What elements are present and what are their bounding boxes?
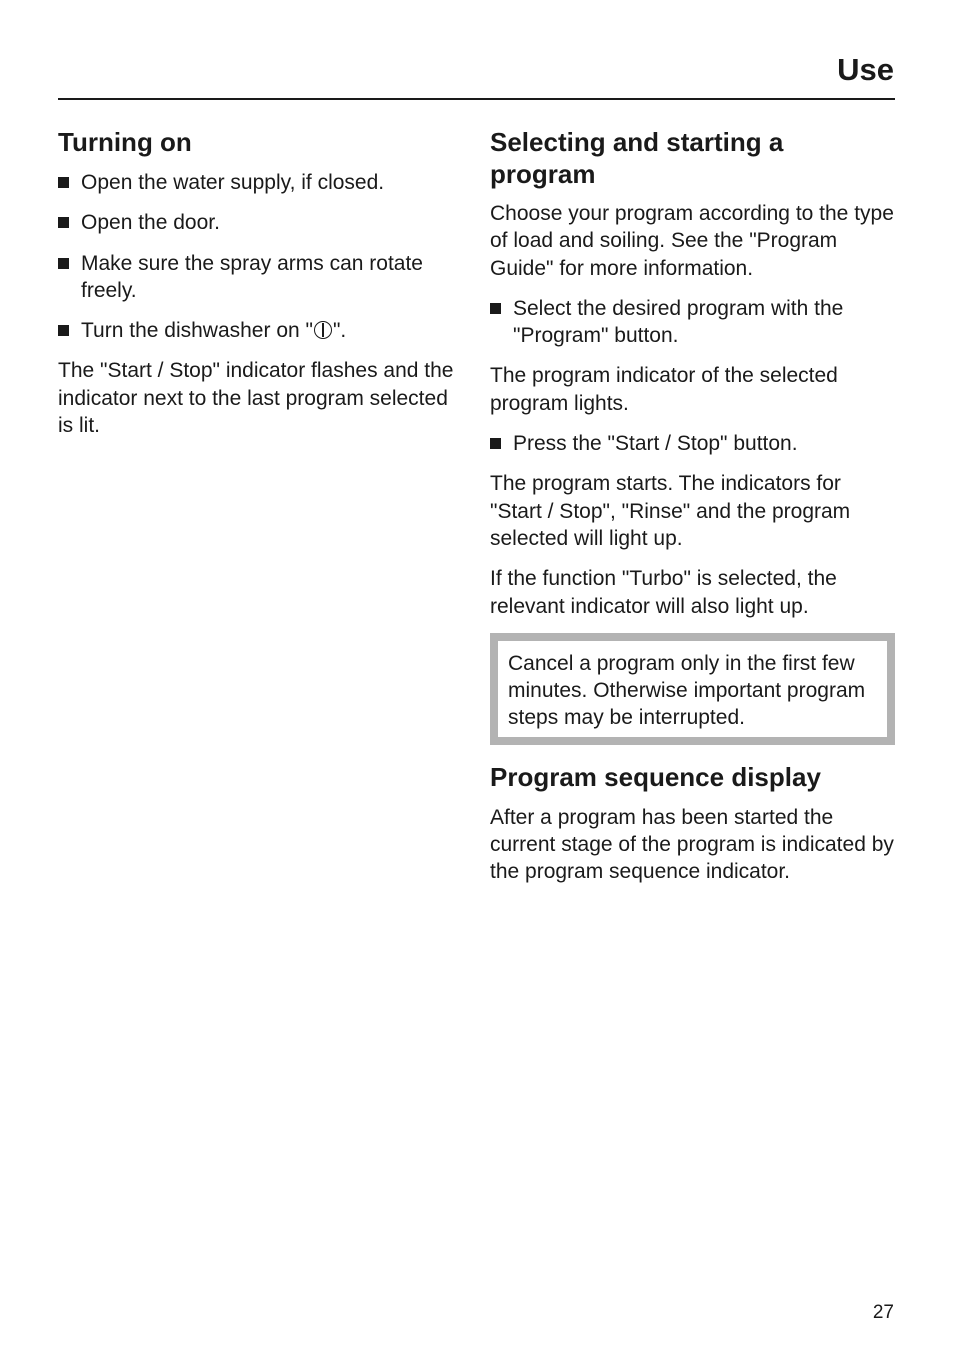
step-text-before-icon: Turn the dishwasher on " — [81, 319, 313, 343]
section-title: Use — [837, 52, 894, 87]
square-bullet-icon — [58, 177, 69, 188]
selecting-intro: Choose your program according to the type of load and soiling. See the "Program Guide" for more information. — [490, 202, 894, 280]
selecting-result-2: The program starts. The indicators for "Start / Stop", "Rinse" and the program selected will light up. — [490, 472, 851, 550]
turning-on-heading: Turning on — [58, 127, 192, 157]
header-divider — [58, 98, 895, 100]
list-item — [58, 317, 458, 344]
step-text: Make sure the spray arms can rotate freely. — [81, 251, 423, 302]
selecting-heading: Selecting and starting a program — [490, 127, 784, 189]
turning-on-steps — [58, 169, 458, 344]
square-bullet-icon — [58, 325, 69, 336]
square-bullet-icon — [490, 438, 501, 449]
step-text: Open the door. — [81, 211, 220, 235]
page-number: 27 — [872, 1302, 894, 1323]
square-bullet-icon — [58, 217, 69, 228]
turning-on-result: The "Start / Stop" indicator flashes and the indicator next to the last program selected is lit. — [58, 359, 454, 438]
list-item — [58, 209, 458, 236]
step-text: Select the desired program with the "Program" button. — [513, 296, 844, 348]
right-column — [490, 126, 895, 899]
step-text: Open the water supply, if closed. — [81, 171, 385, 194]
step-text: Press the "Start / Stop" button. — [513, 432, 798, 456]
power-on-icon — [314, 321, 332, 339]
selecting-step-1-list — [490, 295, 895, 350]
list-item — [58, 250, 458, 305]
sequence-display-text: After a program has been started the current stage of the program is indicated by the program sequence indicator. — [490, 805, 894, 884]
warning-text: Cancel a program only in the first few minutes. Otherwise important program steps may be interrupted. — [508, 651, 866, 730]
selecting-result-1: The program indicator of the selected program lights. — [490, 364, 838, 415]
left-column — [58, 126, 458, 452]
sequence-display-heading: Program sequence display — [490, 761, 821, 792]
list-item — [490, 295, 895, 350]
turbo-note: If the function "Turbo" is selected, the relevant indicator will also light up. — [490, 567, 837, 618]
warning-note-box — [490, 633, 895, 745]
step-text-after-icon: ". — [332, 319, 347, 343]
selecting-step-2-list — [490, 430, 895, 457]
list-item — [58, 169, 458, 196]
square-bullet-icon — [58, 258, 69, 269]
list-item — [490, 430, 895, 457]
square-bullet-icon — [490, 303, 501, 314]
